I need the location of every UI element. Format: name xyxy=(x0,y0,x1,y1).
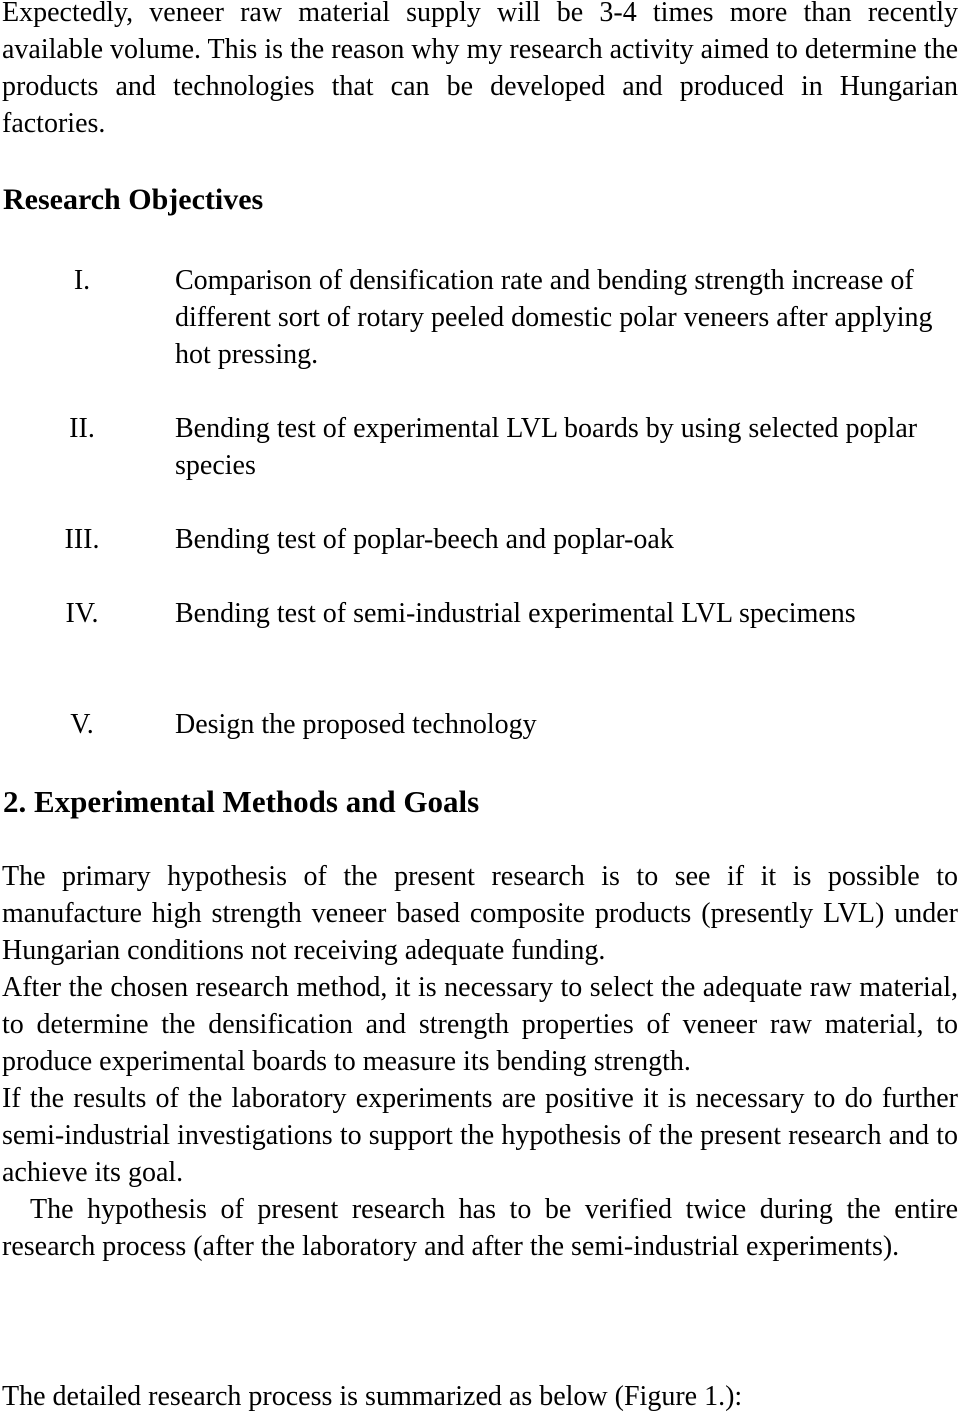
objective-text: Bending test of experimental LVL boards by using selected poplar species xyxy=(175,413,918,481)
methods-paragraph: The hypothesis of present research has to be verified twice during the entire research process (after the laboratory and after the semi-industrial experiments). xyxy=(2,1194,958,1262)
closing-sentence: The detailed research process is summarized as below (Figure 1.): xyxy=(2,1381,743,1412)
objective-text: Bending test of poplar-beech and poplar-oak xyxy=(175,524,674,555)
objective-text: Comparison of densification rate and bending strength increase of different sort of rotary peeled domestic polar veneers after applying hot pressing. xyxy=(175,265,933,370)
methods-paragraph: After the chosen research method, it is necessary to select the adequate raw material, to determine the densification and strength properties of veneer raw material, to produce experimental boards to measure its bending strength. xyxy=(2,972,958,1077)
objective-number: V. xyxy=(70,709,94,740)
objective-number: III. xyxy=(64,524,100,555)
methods-paragraph: The primary hypothesis of the present research is to see if it is possible to manufacture high strength veneer based composite products (presently LVL) under Hungarian conditions not receiving adequate funding. xyxy=(2,861,958,966)
intro-paragraph: Expectedly, veneer raw material supply will be 3-4 times more than recently available volume. This is the reason why my research activity aimed to determine the products and technologies that can be developed and produced in Hungarian factories. xyxy=(2,0,958,139)
objective-number: II. xyxy=(69,413,95,444)
methods-heading: 2. Experimental Methods and Goals xyxy=(3,784,480,819)
objective-text: Design the proposed technology xyxy=(175,709,537,740)
objective-text: Bending test of semi-industrial experimental LVL specimens xyxy=(175,598,856,629)
objective-number: IV. xyxy=(65,598,99,629)
research-objectives-heading: Research Objectives xyxy=(3,183,264,216)
methods-body xyxy=(2,858,958,1265)
objective-number: I. xyxy=(73,265,91,296)
methods-paragraph: If the results of the laboratory experiments are positive it is necessary to do further semi-industrial investigations to support the hypothesis of the present research and to achieve its goal. xyxy=(2,1083,958,1188)
